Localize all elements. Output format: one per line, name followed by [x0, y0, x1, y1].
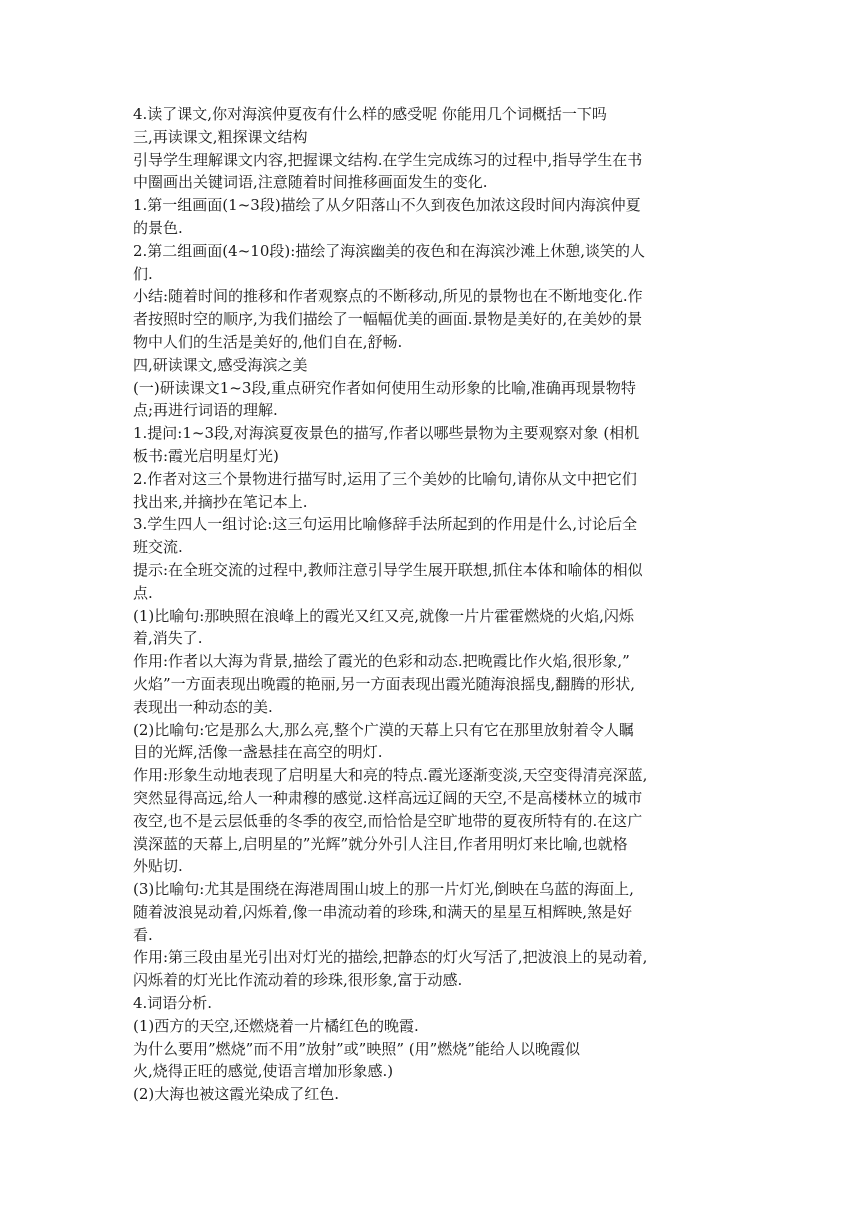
text-line: 4.词语分析.: [133, 994, 213, 1013]
text-line: 物中人们的生活是美好的,他们自在,舒畅.: [133, 332, 403, 351]
text-line: 找出来,并摘抄在笔记本上.: [133, 492, 308, 511]
text-line: 目的光辉,活像一盏悬挂在高空的明灯.: [133, 743, 383, 762]
text-line: 4.读了课文,你对海滨仲夏夜有什么样的感受呢 你能用几个词概括一下吗: [133, 105, 607, 123]
text-line: (一)研读课文1~3段,重点研究作者如何使用生动形象的比喻,准确再现景物特: [133, 378, 636, 397]
text-line: 1.提问:1~3段,对海滨夏夜景色的描写,作者以哪些景物为主要观察对象 (相机: [133, 424, 640, 443]
text-line: 点.: [133, 583, 153, 602]
text-line: 班交流.: [133, 538, 183, 557]
text-line: 作用:第三段由星光引出对灯光的描绘,把静态的灯火写活了,把波浪上的晃动着,: [133, 948, 648, 967]
text-line: 1.第一组画面(1~3段)描绘了从夕阳落山不久到夜色加浓这段时间内海滨仲夏: [133, 196, 641, 215]
text-line: 夜空,也不是云层低垂的冬季的夜空,而恰恰是空旷地带的夏夜所特有的.在这广: [133, 811, 643, 830]
text-line: (1)西方的天空,还燃烧着一片橘红色的晚霞.: [133, 1016, 419, 1035]
text-line: 闪烁着的灯光比作流动着的珍珠,很形象,富于动感.: [133, 971, 463, 990]
text-line: 看.: [133, 925, 153, 944]
text-line: 3.学生四人一组讨论:这三句运用比喻修辞手法所起到的作用是什么,讨论后全: [133, 515, 638, 534]
text-line: 随着波浪晃动着,闪烁着,像一串流动着的珍珠,和满天的星星互相辉映,煞是好: [133, 902, 633, 921]
text-line: 表现出一种动态的美.: [133, 697, 273, 716]
text-line: 作用:形象生动地表现了启明星大和亮的特点.霞光逐渐变淡,天空变得清亮深蓝,: [133, 766, 648, 785]
text-line: (2)比喻句:它是那么大,那么亮,整个广漠的天幕上只有它在那里放射着令人瞩: [133, 720, 634, 739]
text-line: 小结:随着时间的推移和作者观察点的不断移动,所见的景物也在不断地变化.作: [133, 287, 643, 306]
document-page: [133, 103, 733, 1106]
section-heading: 四,研读课文,感受海滨之美: [133, 355, 308, 374]
section-heading: 三,再读课文,粗探课文结构: [133, 127, 308, 146]
text-line: 火,烧得正旺的感觉,使语言增加形象感.): [133, 1062, 394, 1081]
text-line: 的景色.: [133, 218, 183, 237]
text-line: 漠深蓝的天幕上,启明星的”光辉”就分外引人注目,作者用明灯来比喻,也就格: [133, 834, 628, 853]
text-line: 引导学生理解课文内容,把握课文结构.在学生完成练习的过程中,指导学生在书: [133, 150, 643, 169]
text-line: 作用:作者以大海为背景,描绘了霞光的色彩和动态.把晚霞比作火焰,很形象,”: [133, 652, 630, 671]
text-line: 2.第二组画面(4~10段):描绘了海滨幽美的夜色和在海滨沙滩上休憩,谈笑的人: [133, 241, 646, 260]
text-line: 板书:霞光启明星灯光): [133, 446, 279, 465]
text-line: 火焰”一方面表现出晚霞的艳丽,另一方面表现出霞光随海浪摇曳,翻腾的形状,: [133, 674, 635, 693]
text-line: 外贴切.: [133, 857, 183, 876]
text-line: 们.: [133, 264, 153, 283]
text-line: (3)比喻句:尤其是围绕在海港周围山坡上的那一片灯光,倒映在乌蓝的海面上,: [133, 880, 634, 899]
text-line: (2)大海也被这霞光染成了红色.: [133, 1085, 340, 1104]
text-line: (1)比喻句:那映照在浪峰上的霞光又红又亮,就像一片片霍霍燃烧的火焰,闪烁: [133, 606, 634, 625]
text-line: 者按照时空的顺序,为我们描绘了一幅幅优美的画面.景物是美好的,在美妙的景: [133, 310, 643, 329]
text-line: 2.作者对这三个景物进行描写时,运用了三个美妙的比喻句,请你从文中把它们: [133, 469, 637, 488]
text-line: 点;再进行词语的理解.: [133, 401, 278, 420]
text-line: 提示:在全班交流的过程中,教师注意引导学生展开联想,抓住本体和喻体的相似: [133, 560, 643, 579]
text-line: 突然显得高远,给人一种肃穆的感觉.这样高远辽阔的天空,不是高楼林立的城市: [133, 788, 643, 807]
text-line: 中圈画出关键词语,注意随着时间推移画面发生的变化.: [133, 173, 488, 192]
text-line: 着,消失了.: [133, 629, 203, 648]
text-line: 为什么要用”燃烧”而不用”放射”或”映照” (用”燃烧”能给人以晚霞似: [133, 1039, 580, 1058]
